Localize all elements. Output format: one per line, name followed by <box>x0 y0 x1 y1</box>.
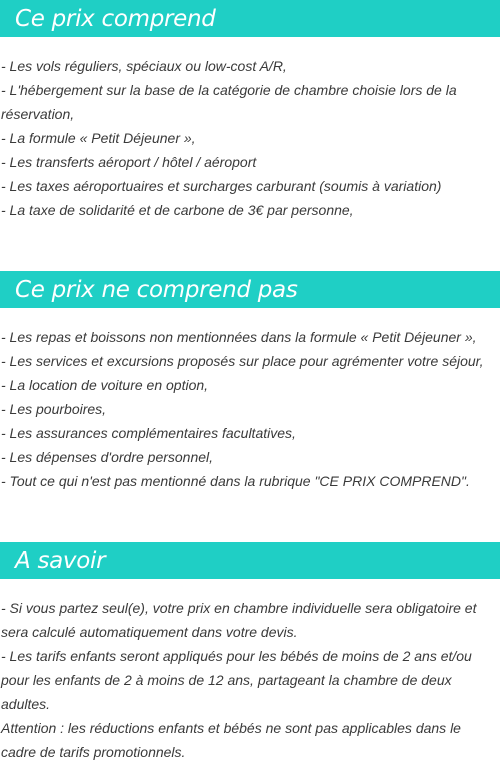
list-item: - Les vols réguliers, spéciaux ou low-cost A/R, <box>1 58 287 74</box>
list-item: - Les dépenses d'ordre personnel, <box>1 449 214 465</box>
section-heading <box>0 0 500 37</box>
section-title: Ce prix comprend <box>15 5 216 32</box>
section-heading <box>0 542 500 579</box>
section-title: A savoir <box>15 547 106 574</box>
list-item: - La formule « Petit Déjeuner », <box>1 130 196 146</box>
list-item: - Les transferts aéroport / hôtel / aéroport <box>1 154 257 170</box>
list-item: - La location de voiture en option, <box>1 377 209 393</box>
list-item: - Les pourboires, <box>1 401 107 417</box>
section-heading <box>0 271 500 308</box>
good-to-know-list <box>0 596 500 764</box>
list-item: - Si vous partez seul(e), votre prix en chambre individuelle sera obligatoire et sera calculé automatiquement dans votre devis. <box>1 600 477 640</box>
list-item: - Les services et excursions proposés sur place pour agrémenter votre séjour, <box>1 353 484 369</box>
section-excludes <box>0 271 500 493</box>
section-includes <box>0 0 500 222</box>
includes-list <box>0 54 500 222</box>
section-good-to-know <box>0 542 500 764</box>
excludes-list <box>0 325 500 493</box>
list-item: - Les repas et boissons non mentionnées dans la formule « Petit Déjeuner », <box>1 329 477 345</box>
list-item: Attention : les réductions enfants et bébés ne sont pas applicables dans le cadre de tarifs promotionnels. <box>1 720 461 760</box>
list-item: - La taxe de solidarité et de carbone de 3€ par personne, <box>1 202 354 218</box>
list-item: - Tout ce qui n'est pas mentionné dans la rubrique "CE PRIX COMPREND". <box>1 473 470 489</box>
list-item: - L'hébergement sur la base de la catégorie de chambre choisie lors de la réservation, <box>1 82 457 122</box>
list-item: - Les tarifs enfants seront appliqués pour les bébés de moins de 2 ans et/ou pour les enfants de 2 à moins de 12 ans, partageant la chambre de deux adultes. <box>1 648 472 712</box>
list-item: - Les taxes aéroportuaires et surcharges carburant (soumis à variation) <box>1 178 442 194</box>
section-title: Ce prix ne comprend pas <box>15 276 298 303</box>
list-item: - Les assurances complémentaires facultatives, <box>1 425 296 441</box>
